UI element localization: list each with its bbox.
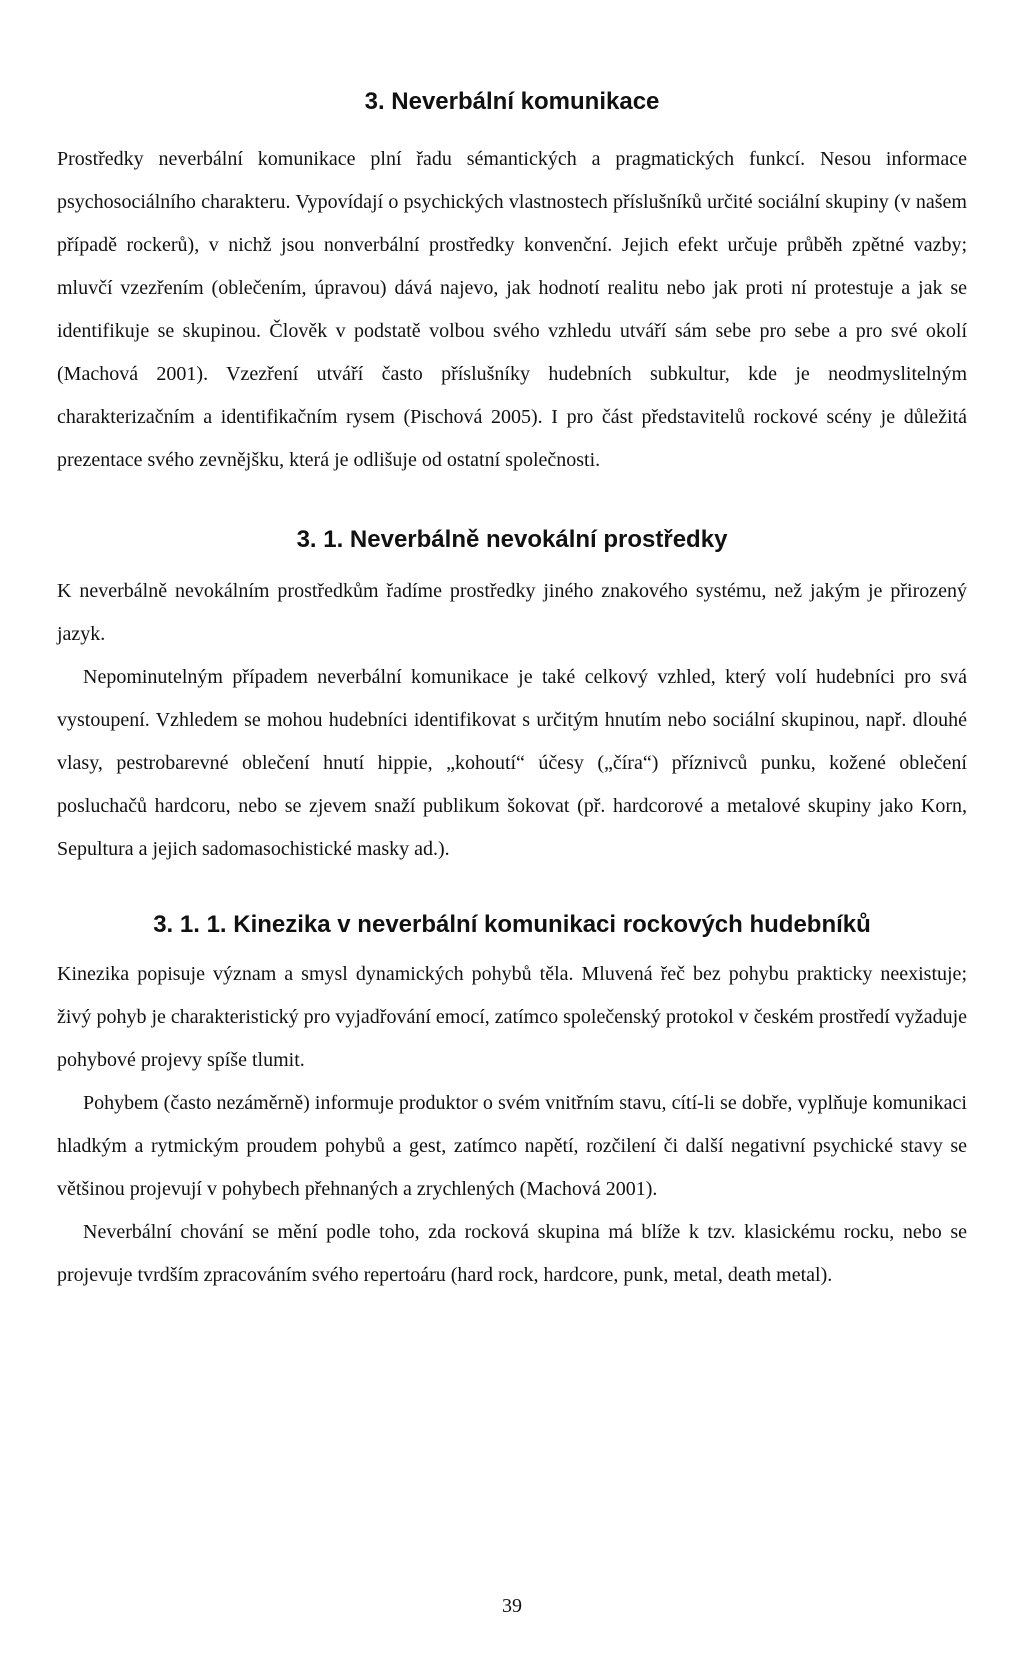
document-page xyxy=(57,0,967,1297)
subsection-heading: 3. 1. Neverbálně nevokální prostředky xyxy=(296,526,728,553)
body-paragraph: Nepominutelným případem neverbální komunikace je také celkový vzhled, který volí hudebníci pro svá vystoupení. Vzhledem se mohou hudebníci identifikovat s určitým hnutím nebo sociální skupinou, např. dlouhé vlasy, pestrobarevné oblečení hnutí hippie, „kohoutí“ účesy („číra“) příznivců punku, kožené oblečení posluchačů hardcoru, nebo se zjevem snaží publikum šokovat (př. hardcorové a metalové skupiny jako Korn, Sepultura a jejich sadomasochistické masky ad.). xyxy=(57,666,967,860)
body-paragraph: Prostředky neverbální komunikace plní řadu sémantických a pragmatických funkcí. Nesou informace psychosociálního charakteru. Vypovídají o psychických vlastnostech příslušníků určité sociální skupiny (v našem případě rockerů), v nichž jsou nonverbální prostředky konvenční. Jejich efekt určuje průběh zpětné vazby; mluvčí vzezřením (oblečením, úpravou) dává najevo, jak hodnotí realitu nebo jak proti ní protestuje a jak se identifikuje se skupinou. Člověk v podstatě volbou svého vzhledu utváří sám sebe pro sebe a pro své okolí (Machová 2001). Vzezření utváří často příslušníky hudebních subkultur, kde je neodmyslitelným charakterizačním a identifikačním rysem (Pischová 2005). I pro část představitelů rockové scény je důležitá prezentace svého zevnějšku, která je odlišuje od ostatní společnosti. xyxy=(57,148,967,471)
body-paragraph: Pohybem (často nezáměrně) informuje produktor o svém vnitřním stavu, cítí-li se dobře, vyplňuje komunikaci hladkým a rytmickým proudem pohybů a gest, zatímco napětí, rozčilení či další negativní psychické stavy se většinou projevují v pohybech přehnaných a zrychlených (Machová 2001). xyxy=(57,1092,967,1200)
page-number: 39 xyxy=(502,1595,522,1617)
body-paragraph: Kinezika popisuje význam a smysl dynamických pohybů těla. Mluvená řeč bez pohybu prakticky neexistuje; živý pohyb je charakteristický pro vyjadřování emocí, zatímco společenský protokol v českém prostředí vyžaduje pohybové projevy spíše tlumit. xyxy=(57,963,967,1071)
section-heading: 3. Neverbální komunikace xyxy=(364,88,660,115)
subsubsection-heading: 3. 1. 1. Kinezika v neverbální komunikaci rockových hudebníků xyxy=(153,911,871,938)
body-paragraph: Neverbální chování se mění podle toho, zda rocková skupina má blíže k tzv. klasickému rocku, nebo se projevuje tvrdším zpracováním svého repertoáru (hard rock, hardcore, punk, metal, death metal). xyxy=(57,1221,967,1286)
body-paragraph: K neverbálně nevokálním prostředkům řadíme prostředky jiného znakového systému, než jakým je přirozený jazyk. xyxy=(57,580,967,645)
